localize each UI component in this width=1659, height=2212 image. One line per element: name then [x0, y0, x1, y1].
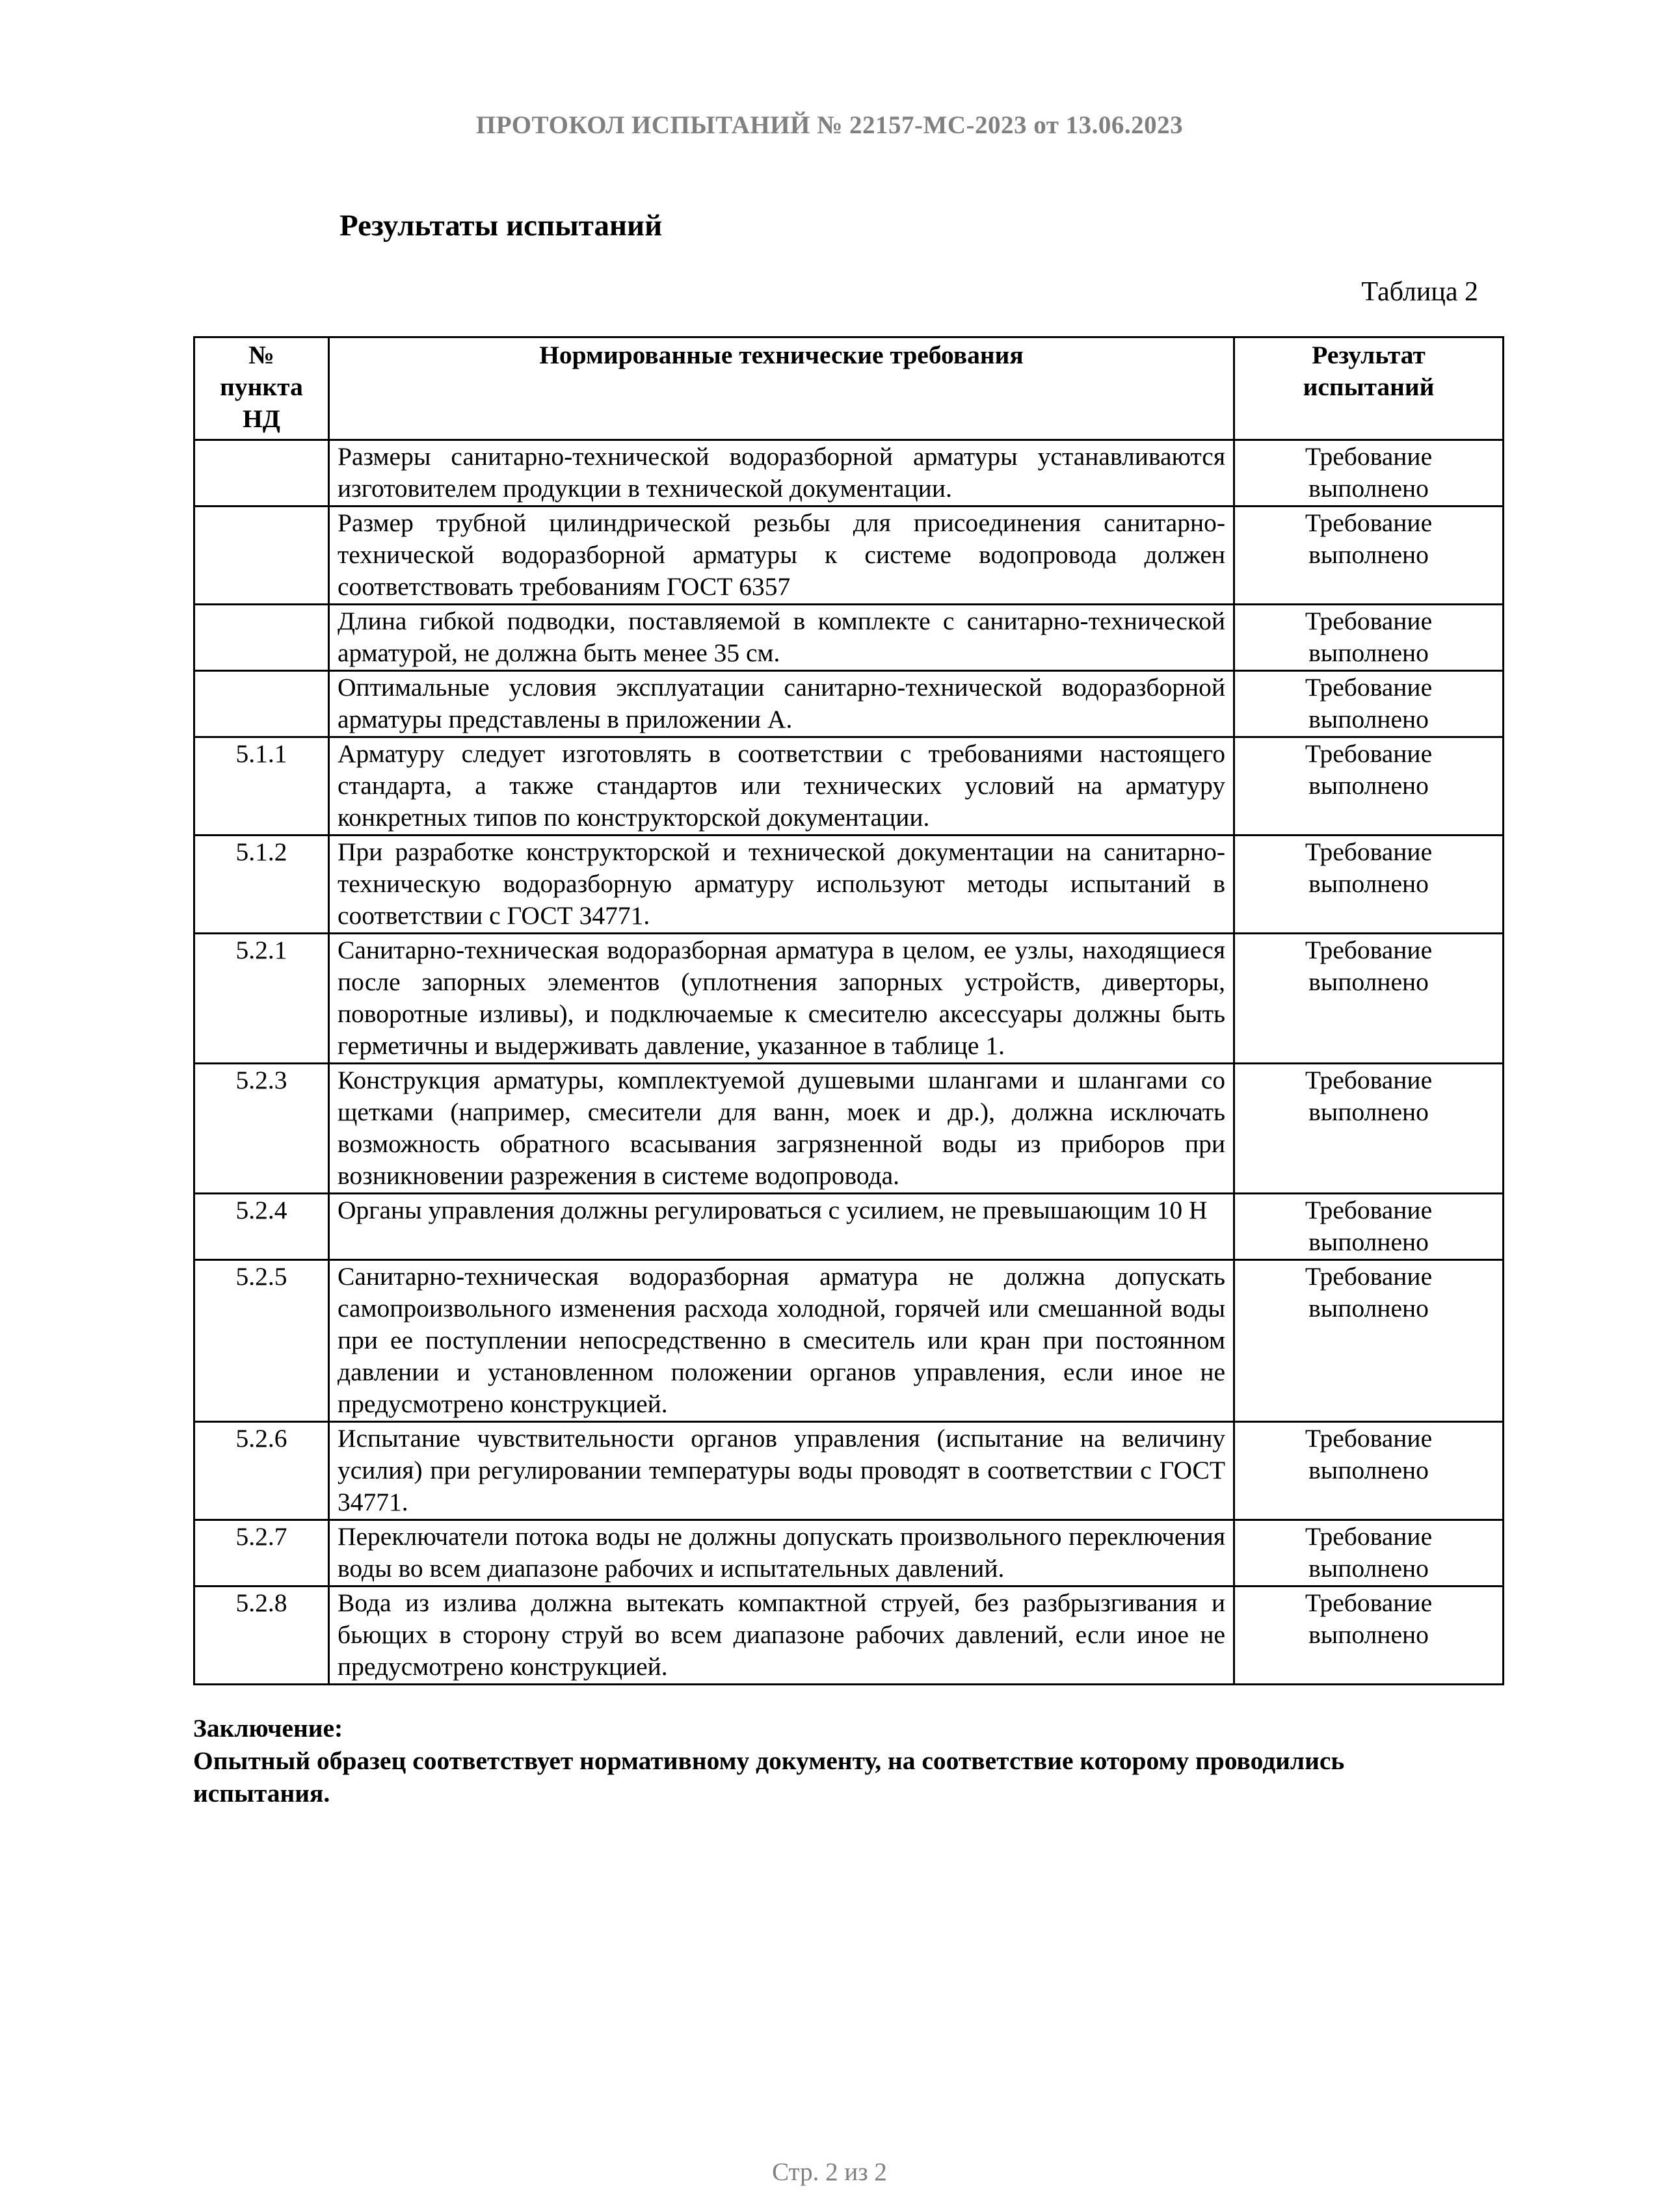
requirement-cell: Санитарно-техническая водоразборная арматура в целом, ее узлы, находящиеся после запорных элементов (уплотнения запорных устройств, диверторы, поворотные изливы), и подключаемые к смесителю аксессуары должны быть герметичны и выдерживать давление, указанное в таблице 1. — [329, 934, 1234, 1064]
column-header-result — [1234, 337, 1504, 440]
requirement-cell: Санитарно-техническая водоразборная арматура не должна допускать самопроизвольного изменения расхода холодной, горячей или смешанной воды при ее поступлении непосредственно в смеситель или кран при постоянном давлении и установленном положении органов управления, если иное не предусмотрено конструкцией. — [329, 1260, 1234, 1422]
result-cell: Требование выполнено — [1234, 605, 1504, 671]
clause-number-cell: 5.2.8 — [194, 1587, 329, 1685]
header-line: пункта — [220, 373, 303, 401]
result-cell: Требование выполнено — [1234, 934, 1504, 1064]
requirement-cell: Переключатели потока воды не должны допускать произвольного переключения воды во всем диапазоне рабочих и испытательных давлений. — [329, 1520, 1234, 1587]
table-row — [194, 671, 1504, 737]
section-title: Результаты испытаний — [339, 209, 663, 243]
clause-number-cell — [194, 507, 329, 605]
table-row — [194, 934, 1504, 1064]
page-number: Стр. 2 из 2 — [772, 2158, 887, 2186]
conclusion-text: Опытный образец соответствует нормативному документу, на соответствие которому проводились испытания. — [193, 1746, 1345, 1808]
result-cell: Требование выполнено — [1234, 671, 1504, 737]
header-line: НД — [243, 404, 280, 433]
requirement-cell: Оптимальные условия эксплуатации санитарно-технической водоразборной арматуры представлены в приложении А. — [329, 671, 1234, 737]
column-header-requirements: Нормированные технические требования — [329, 337, 1234, 440]
header-line: Результат — [1312, 341, 1426, 369]
result-cell: Требование выполнено — [1234, 1422, 1504, 1520]
header-line: № — [248, 341, 274, 369]
requirement-cell: Вода из излива должна вытекать компактной струей, без разбрызгивания и бьющих в сторону струй во всем диапазоне рабочих давлений, если иное не предусмотрено конструкцией. — [329, 1587, 1234, 1685]
result-cell: Требование выполнено — [1234, 737, 1504, 836]
requirement-cell: Длина гибкой подводки, поставляемой в комплекте с санитарно-технической арматурой, не должна быть менее 35 см. — [329, 605, 1234, 671]
result-cell: Требование выполнено — [1234, 1520, 1504, 1587]
requirement-cell: При разработке конструкторской и технической документации на санитарно-техническую водоразборную арматуру используют методы испытаний в соответствии с ГОСТ 34771. — [329, 836, 1234, 934]
table-row — [194, 605, 1504, 671]
requirement-cell: Размеры санитарно-технической водоразборной арматуры устанавливаются изготовителем продукции в технической документации. — [329, 440, 1234, 507]
requirement-cell: Органы управления должны регулироваться с усилием, не превышающим 10 Н — [329, 1194, 1234, 1260]
requirement-cell: Размер трубной цилиндрической резьбы для присоединения санитарно-технической водоразборной арматуры к системе водопровода должен соответствовать требованиям ГОСТ 6357 — [329, 507, 1234, 605]
column-header-clause-number — [194, 337, 329, 440]
clause-number-cell — [194, 671, 329, 737]
clause-number-cell: 5.1.1 — [194, 737, 329, 836]
result-cell: Требование выполнено — [1234, 1064, 1504, 1194]
conclusion-label: Заключение: — [193, 1714, 343, 1743]
result-cell: Требование выполнено — [1234, 1587, 1504, 1685]
table-caption: Таблица 2 — [1361, 277, 1478, 307]
result-cell: Требование выполнено — [1234, 1194, 1504, 1260]
requirement-cell: Испытание чувствительности органов управления (испытание на величину усилия) при регулировании температуры воды проводят в соответствии с ГОСТ 34771. — [329, 1422, 1234, 1520]
clause-number-cell — [194, 605, 329, 671]
conclusion-block — [193, 1712, 1468, 1810]
requirement-cell: Конструкция арматуры, комплектуемой душевыми шлангами и шлангами со щетками (например, смесители для ванн, моек и др.), должна исключать возможность обратного всасывания загрязненной воды из приборов при возникновении разрежения в системе водопровода. — [329, 1064, 1234, 1194]
requirement-cell: Арматуру следует изготовлять в соответствии с требованиями настоящего стандарта, а также стандартов или технических условий на арматуру конкретных типов по конструкторской документации. — [329, 737, 1234, 836]
protocol-header-title: ПРОТОКОЛ ИСПЫТАНИЙ № 22157-МС-2023 от 13.06.2023 — [475, 111, 1184, 139]
header-line: испытаний — [1303, 373, 1435, 401]
table-row — [194, 1422, 1504, 1520]
result-cell: Требование выполнено — [1234, 836, 1504, 934]
clause-number-cell: 5.2.5 — [194, 1260, 329, 1422]
clause-number-cell — [194, 440, 329, 507]
clause-number-cell: 5.2.6 — [194, 1422, 329, 1520]
table-header-row — [194, 337, 1504, 440]
clause-number-cell: 5.2.7 — [194, 1520, 329, 1587]
result-cell: Требование выполнено — [1234, 507, 1504, 605]
table-row — [194, 836, 1504, 934]
result-cell: Требование выполнено — [1234, 440, 1504, 507]
table-row — [194, 1064, 1504, 1194]
clause-number-cell: 5.2.4 — [194, 1194, 329, 1260]
table-row — [194, 1520, 1504, 1587]
table-row — [194, 737, 1504, 836]
result-cell: Требование выполнено — [1234, 1260, 1504, 1422]
table-body — [194, 440, 1504, 1685]
table-row — [194, 507, 1504, 605]
table-row — [194, 1587, 1504, 1685]
results-table — [193, 336, 1504, 1685]
clause-number-cell: 5.2.1 — [194, 934, 329, 1064]
table-row — [194, 440, 1504, 507]
table-row — [194, 1194, 1504, 1260]
table-row — [194, 1260, 1504, 1422]
clause-number-cell: 5.1.2 — [194, 836, 329, 934]
clause-number-cell: 5.2.3 — [194, 1064, 329, 1194]
